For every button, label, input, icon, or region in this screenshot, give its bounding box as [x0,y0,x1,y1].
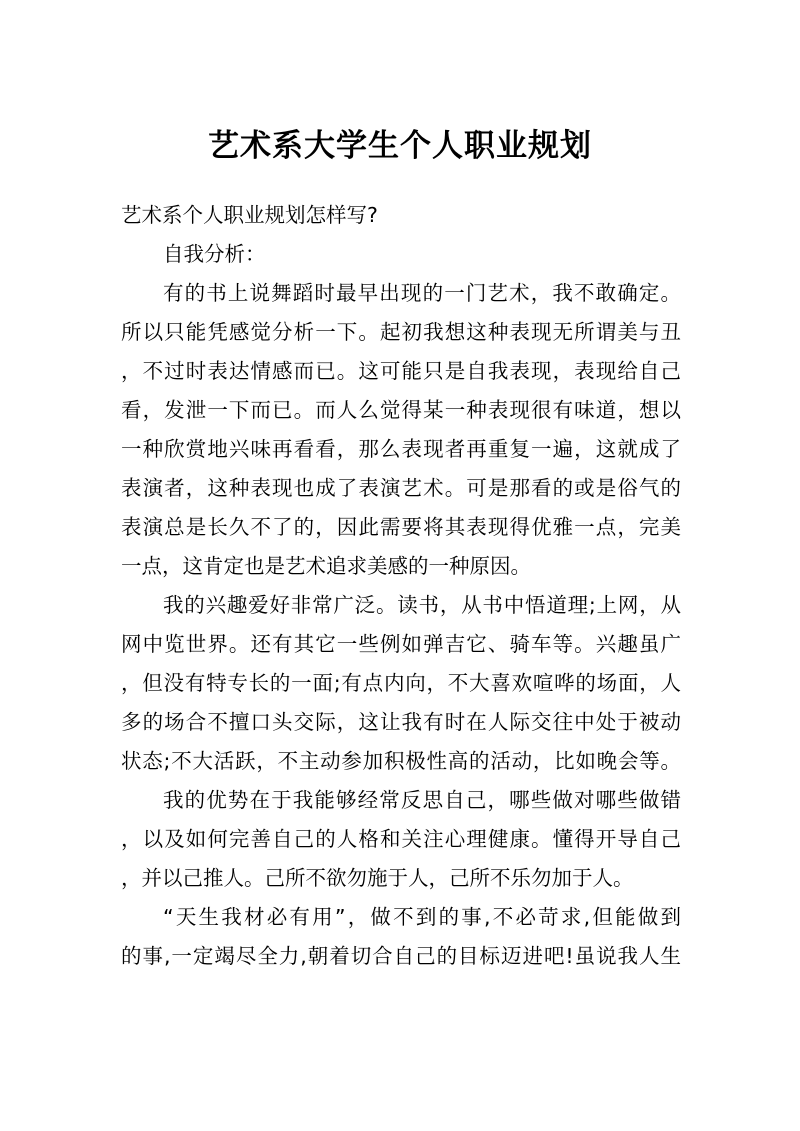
text-line: 多的场合不擅口头交际，这让我有时在人际交往中处于被动 [121,710,681,734]
text-line: ，并以己推人。己所不欲勿施于人，己所不乐勿加于人。 [121,866,634,890]
text-line: 状态;不大活跃，不主动参加积极性高的活动，比如晚会等。 [121,749,681,773]
text-line: 表演者，这种表现也成了表演艺术。可是那看的或是俗气的 [121,476,681,500]
text-line: 艺术系个人职业规划怎样写? [121,203,378,227]
text-line: “天生我材必有用”，做不到的事,不必苛求,但能做到 [163,905,681,929]
text-line: 看，发泄一下而已。而人么觉得某一种表现很有味道，想以 [121,398,681,422]
text-line: 自我分析： [163,242,266,266]
text-line: 网中览世界。还有其它一些例如弹吉它、骑车等。兴趣虽广 [121,632,681,656]
text-line: 一种欣赏地兴味再看看，那么表现者再重复一遍，这就成了 [121,437,681,461]
text-line: 表演总是长久不了的，因此需要将其表现得优雅一点，完美 [121,515,681,539]
document-body [121,196,681,976]
text-line: 的事,一定竭尽全力,朝着切合自己的目标迈进吧!虽说我人生 [121,944,681,968]
text-line: ，不过时表达情感而已。这可能只是自我表现，表现给自己 [121,359,681,383]
text-line: ，以及如何完善自己的人格和关注心理健康。懂得开导自己 [121,827,681,851]
text-line: 我的兴趣爱好非常广泛。读书，从书中悟道理;上网，从 [163,593,681,617]
text-line: 一点，这肯定也是艺术追求美感的一种原因。 [121,554,531,578]
text-line: 我的优势在于我能够经常反思自己，哪些做对哪些做错 [163,788,681,812]
text-line: ，但没有特专长的一面;有点内向，不大喜欢喧哗的场面，人 [121,671,681,695]
text-line: 所以只能凭感觉分析一下。起初我想这种表现无所谓美与丑 [121,320,681,344]
document-title: 艺术系大学生个人职业规划 [208,128,592,164]
text-line: 有的书上说舞蹈时最早出现的一门艺术，我不敢确定。 [163,281,681,305]
